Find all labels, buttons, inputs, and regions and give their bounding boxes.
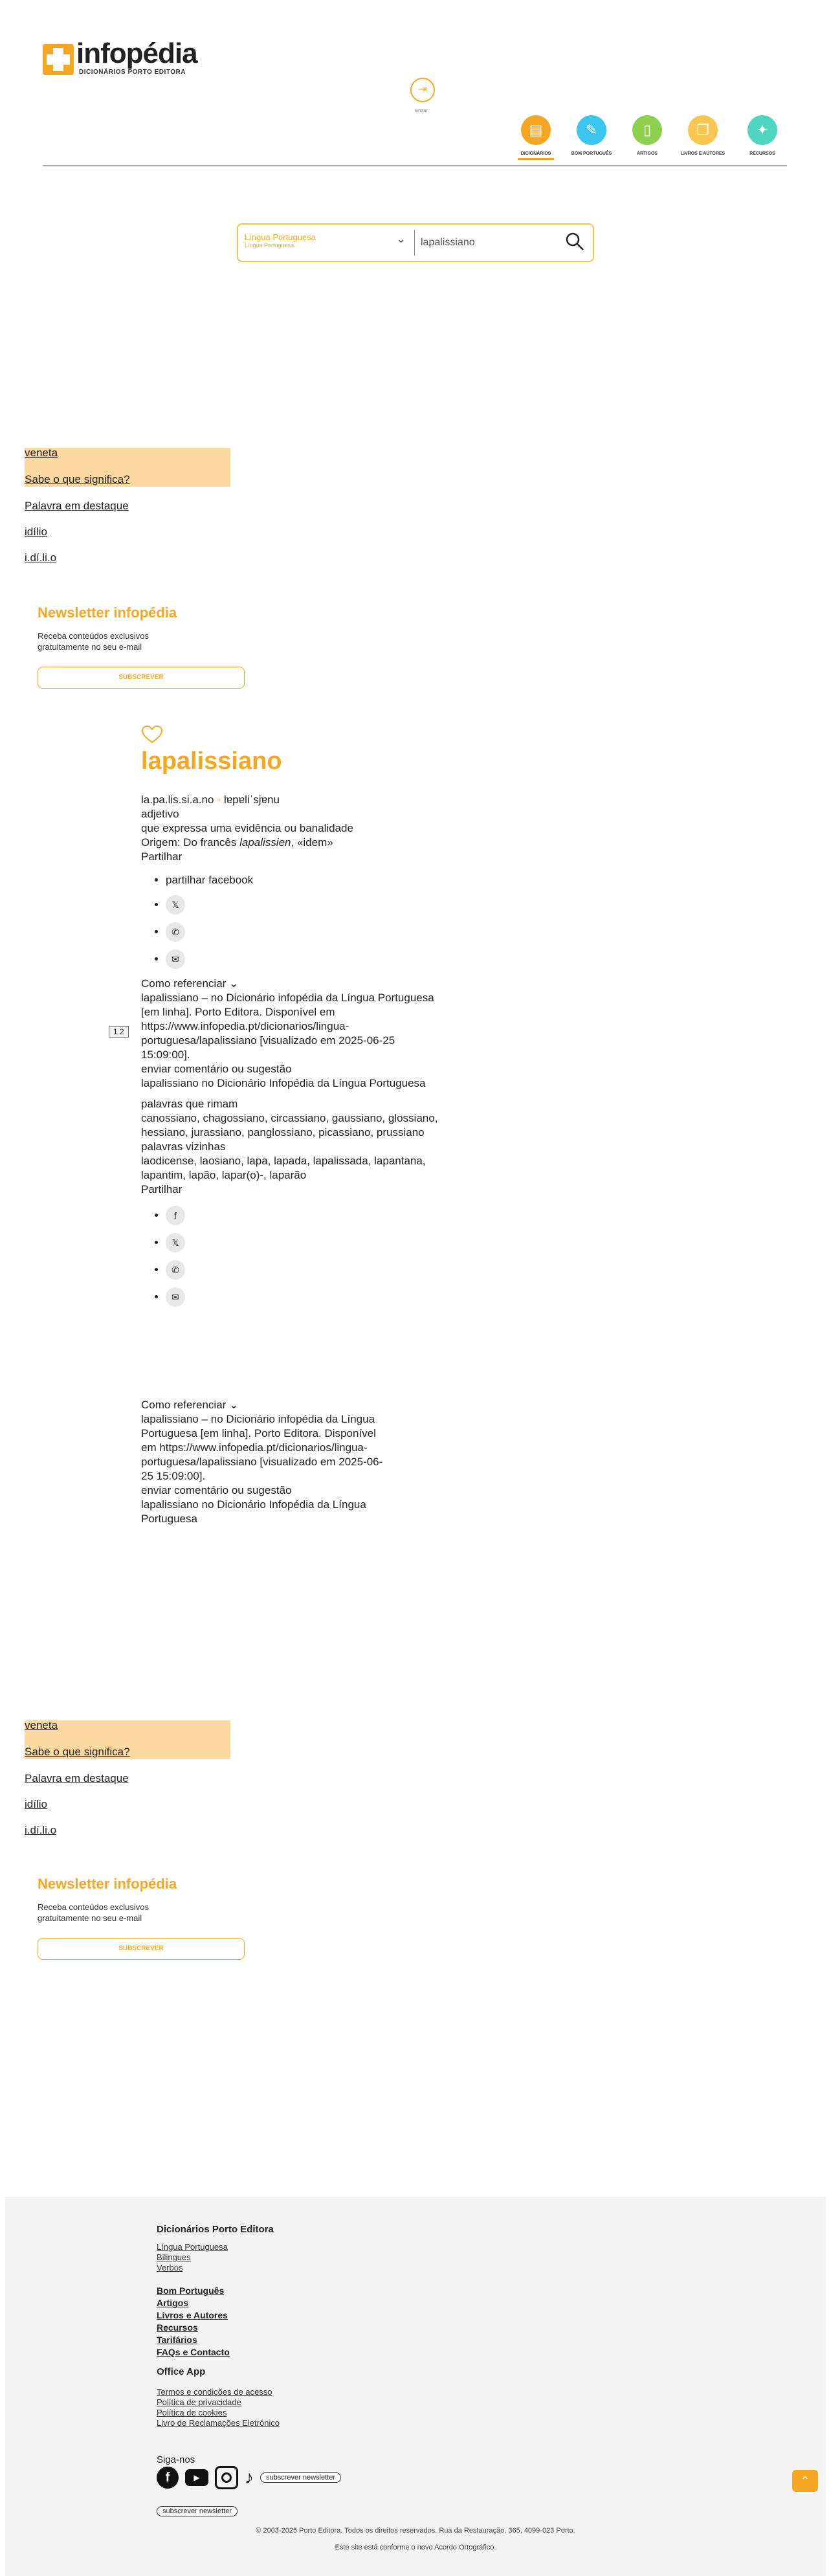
- featured-word-link[interactable]: idílio: [25, 526, 47, 538]
- nav-recursos[interactable]: ✦ RECURSOS: [737, 115, 788, 156]
- facebook-icon[interactable]: f: [157, 2467, 179, 2489]
- nav-bom-portugues[interactable]: ✎ BOM PORTUGUÊS: [566, 115, 617, 156]
- cite-toggle-2[interactable]: Como referenciar ⌄: [141, 1399, 239, 1411]
- neighbor-word[interactable]: lapantana: [374, 1155, 423, 1167]
- tiktok-icon[interactable]: ♪: [245, 2467, 254, 2487]
- entry-citation-2: [141, 1398, 387, 1526]
- neighbor-word[interactable]: lapão: [188, 1169, 216, 1181]
- word-of-day-link[interactable]: veneta: [25, 447, 58, 459]
- rhymes-label: palavras que rimam: [141, 1098, 238, 1110]
- rhyme-word[interactable]: glossiano: [388, 1112, 435, 1124]
- pencil-icon: ✎: [577, 115, 606, 145]
- neighbor-word[interactable]: lapantim: [141, 1169, 183, 1181]
- share-facebook-link[interactable]: partilhar facebook: [166, 874, 254, 886]
- citation-text: lapalissiano – no Dicionário infopédia da Língua Portuguesa [em linha]. Porto Editora. Disponível em https://www.infopedia.pt/dicionarios/lingua-portuguesa/lapalissiano [visualizado em 2025-06-25 15:09:00].: [141, 992, 434, 1061]
- definition: que expressa uma evidência ou banalidade: [141, 822, 353, 834]
- neighbors-label: palavras vizinhas: [141, 1140, 226, 1153]
- logo-icon[interactable]: [43, 44, 74, 75]
- grammar-category: adjetivo: [141, 808, 179, 820]
- login-label[interactable]: Entrar: [415, 109, 428, 113]
- neighbor-word[interactable]: lapar(o)-: [221, 1169, 264, 1181]
- rhyme-word[interactable]: jurassiano: [191, 1126, 242, 1138]
- search-icon[interactable]: [564, 231, 585, 252]
- entry-word: lapalissiano: [141, 748, 282, 775]
- rhyme-word[interactable]: prussiano: [376, 1126, 425, 1138]
- dictionary-select[interactable]: [238, 225, 414, 261]
- active-nav-indicator: [518, 158, 554, 160]
- subscribe-newsletter-pill-2: subscrever newsletter: [157, 2505, 238, 2516]
- footer-dict-heading: Dicionários Porto Editora: [157, 2224, 274, 2235]
- footer-main-links: [157, 2285, 230, 2359]
- footer-legal-link[interactable]: Política de cookies: [157, 2408, 227, 2417]
- header-divider: [43, 165, 787, 166]
- x-twitter-icon[interactable]: 𝕏: [166, 895, 185, 915]
- search-input[interactable]: [419, 234, 551, 252]
- footer-legal-link[interactable]: Política de privacidade: [157, 2397, 241, 2407]
- newsletter-text: Receba conteúdos exclusivos gratuitamente no seu e-mail: [38, 631, 149, 652]
- facebook-icon[interactable]: f: [166, 1206, 185, 1225]
- chevron-down-icon: ⌄: [229, 1399, 239, 1411]
- rhymes-list: canossiano, chagossiano, circassiano, gaussiano, glossiano, hessiano, jurassiano, panglossiano, picassiano, prussiano: [141, 1112, 438, 1138]
- neighbor-word[interactable]: lapalissada: [313, 1155, 368, 1167]
- did-you-know-link[interactable]: Sabe o que significa?: [25, 473, 130, 485]
- logo-name[interactable]: infopédia: [76, 38, 197, 69]
- neighbors-list: laodicense, laosiano, lapa, lapada, lapalissada, lapantana, lapantim, lapão, lapar(o)-, laparão: [141, 1155, 426, 1181]
- dictionary-icon: ▤: [521, 115, 551, 145]
- email-icon[interactable]: ✉: [166, 949, 185, 969]
- email-icon[interactable]: ✉: [166, 1287, 185, 1307]
- share-label-2: Partilhar: [141, 1183, 183, 1195]
- newsletter-title: Newsletter infopédia: [38, 605, 177, 621]
- entry-image-link[interactable]: lapalissiano no Dicionário Infopédia da Língua Portuguesa: [141, 1077, 426, 1089]
- footer-link[interactable]: Verbos: [157, 2263, 183, 2272]
- rhyme-word[interactable]: canossiano: [141, 1112, 197, 1124]
- favorite-heart-icon[interactable]: [141, 725, 163, 744]
- neighbor-word[interactable]: laosiano: [199, 1155, 241, 1167]
- footer-office-heading[interactable]: Office App: [157, 2366, 206, 2377]
- document-icon: ▯: [632, 115, 662, 145]
- chevron-down-icon: ⌄: [396, 232, 406, 245]
- footer-main-link[interactable]: Artigos: [157, 2298, 188, 2308]
- social-icons: [157, 2466, 341, 2489]
- featured-word-link-2[interactable]: idílio: [25, 1798, 47, 1810]
- dictionary-select-value: Língua Portuguesa: [245, 232, 316, 242]
- whatsapp-icon[interactable]: ✆: [166, 1260, 185, 1280]
- nav-livros-autores[interactable]: ❐ LIVROS E AUTORES: [677, 115, 729, 156]
- back-to-top-button[interactable]: [792, 2470, 818, 2492]
- word-of-day-link-2[interactable]: veneta: [25, 1719, 58, 1731]
- rhyme-word[interactable]: panglossiano: [247, 1126, 313, 1138]
- neighbor-word[interactable]: laodicense: [141, 1155, 194, 1167]
- audio-icon[interactable]: ◦: [217, 794, 224, 806]
- neighbor-word[interactable]: lapa: [247, 1155, 268, 1167]
- orthography-note: Este site está conforme o novo Acordo Ortográfico.: [335, 2544, 496, 2551]
- footer-main-link[interactable]: Recursos: [157, 2322, 198, 2333]
- rhyme-word[interactable]: hessiano: [141, 1126, 186, 1138]
- rhyme-word[interactable]: picassiano: [318, 1126, 371, 1138]
- chevron-down-icon: ⌄: [229, 977, 239, 990]
- featured-word-label[interactable]: Palavra em destaque: [25, 500, 129, 512]
- syllables-line: la.pa.lis.si.a.no ◦ lɐpɐliˈsjɐnu: [141, 794, 280, 806]
- youtube-icon[interactable]: ▶: [185, 2469, 208, 2486]
- neighbor-word[interactable]: lapada: [274, 1155, 307, 1167]
- rhyme-word[interactable]: gaussiano: [331, 1112, 382, 1124]
- nav-dicionarios[interactable]: ▤ DICIONÁRIOS: [510, 115, 562, 160]
- footer-main-link[interactable]: Tarifários: [157, 2335, 197, 2345]
- footer-legal-links: [157, 2387, 280, 2428]
- cite-toggle[interactable]: Como referenciar ⌄: [141, 977, 239, 990]
- subscribe-newsletter-pill[interactable]: subscrever newsletter: [260, 2472, 341, 2483]
- entry-image-link-2[interactable]: lapalissiano no Dicionário Infopédia da Língua Portuguesa: [141, 1498, 366, 1525]
- feedback-link[interactable]: enviar comentário ou sugestão: [141, 1063, 292, 1075]
- footer-link[interactable]: Bilingues: [157, 2252, 191, 2262]
- etymology: Origem: Do francês lapalissien, «idem»: [141, 836, 333, 849]
- featured-word-syllables[interactable]: i.dí.li.o: [25, 551, 57, 564]
- share-list: [141, 873, 445, 969]
- featured-word-syllables-2[interactable]: i.dí.li.o: [25, 1824, 57, 1836]
- newsletter-subscribe-button[interactable]: SUBSCREVER: [38, 667, 245, 689]
- whatsapp-icon[interactable]: ✆: [166, 922, 185, 942]
- search-bar: [237, 223, 594, 262]
- follow-label: Siga-nos: [157, 2454, 195, 2465]
- feedback-link-2[interactable]: enviar comentário ou sugestão: [141, 1484, 292, 1496]
- rhyme-word[interactable]: chagossiano: [203, 1112, 265, 1124]
- citation-text-2: lapalissiano – no Dicionário infopédia da Língua Portuguesa [em linha]. Porto Editora. Disponível em https://www.infopedia.pt/dicionarios/lingua-portuguesa/lapalissiano [visualizado em 2025-06-25 15:09:00].: [141, 1413, 383, 1482]
- footer-dict-links: [157, 2242, 228, 2273]
- nav-artigos[interactable]: ▯ ARTIGOS: [621, 115, 673, 156]
- footer-legal-link[interactable]: Termos e condições de acesso: [157, 2387, 272, 2397]
- footer-main-link[interactable]: Livros e Autores: [157, 2310, 228, 2320]
- rhyme-word[interactable]: circassiano: [271, 1112, 326, 1124]
- login-button[interactable]: [410, 78, 435, 102]
- neighbor-word[interactable]: laparão: [269, 1169, 307, 1181]
- login-icon: ⇥: [418, 84, 427, 95]
- footer: [5, 2197, 826, 2576]
- did-you-know-link-2[interactable]: Sabe o que significa?: [25, 1746, 130, 1758]
- newsletter-text-2: Receba conteúdos exclusivos gratuitamente no seu e-mail: [38, 1902, 149, 1923]
- pronunciation: lɐpɐliˈsjɐnu: [223, 794, 280, 806]
- resources-icon: ✦: [748, 115, 777, 145]
- copyright: © 2003-2025 Porto Editora. Todos os direitos reservados. Rua da Restauração, 365, 4099-023 Porto.: [256, 2527, 575, 2535]
- footer-link[interactable]: Língua Portuguesa: [157, 2242, 228, 2252]
- dictionary-select-sub: Língua Portuguesa: [245, 242, 294, 249]
- footer-main-link[interactable]: Bom Português: [157, 2285, 225, 2296]
- share-list-2: [141, 1206, 445, 1307]
- pagination-badge[interactable]: 1 2: [109, 1026, 129, 1038]
- chevron-up-icon: ⌃: [800, 2474, 810, 2487]
- book-icon: ❐: [688, 115, 718, 145]
- featured-word-label-2[interactable]: Palavra em destaque: [25, 1772, 129, 1784]
- logo-subtitle: DICIONÁRIOS PORTO EDITORA: [79, 69, 186, 76]
- instagram-icon[interactable]: [215, 2466, 238, 2489]
- footer-main-link[interactable]: FAQs e Contacto: [157, 2347, 230, 2357]
- newsletter-title-2: Newsletter infopédia: [38, 1876, 177, 1892]
- footer-legal-link[interactable]: Livro de Reclamações Eletrónico: [157, 2418, 280, 2428]
- newsletter-subscribe-button-2[interactable]: SUBSCREVER: [38, 1938, 245, 1960]
- search-divider: [414, 230, 415, 256]
- entry-body: [141, 793, 445, 1315]
- x-twitter-icon[interactable]: 𝕏: [166, 1233, 185, 1252]
- share-label: Partilhar: [141, 850, 183, 863]
